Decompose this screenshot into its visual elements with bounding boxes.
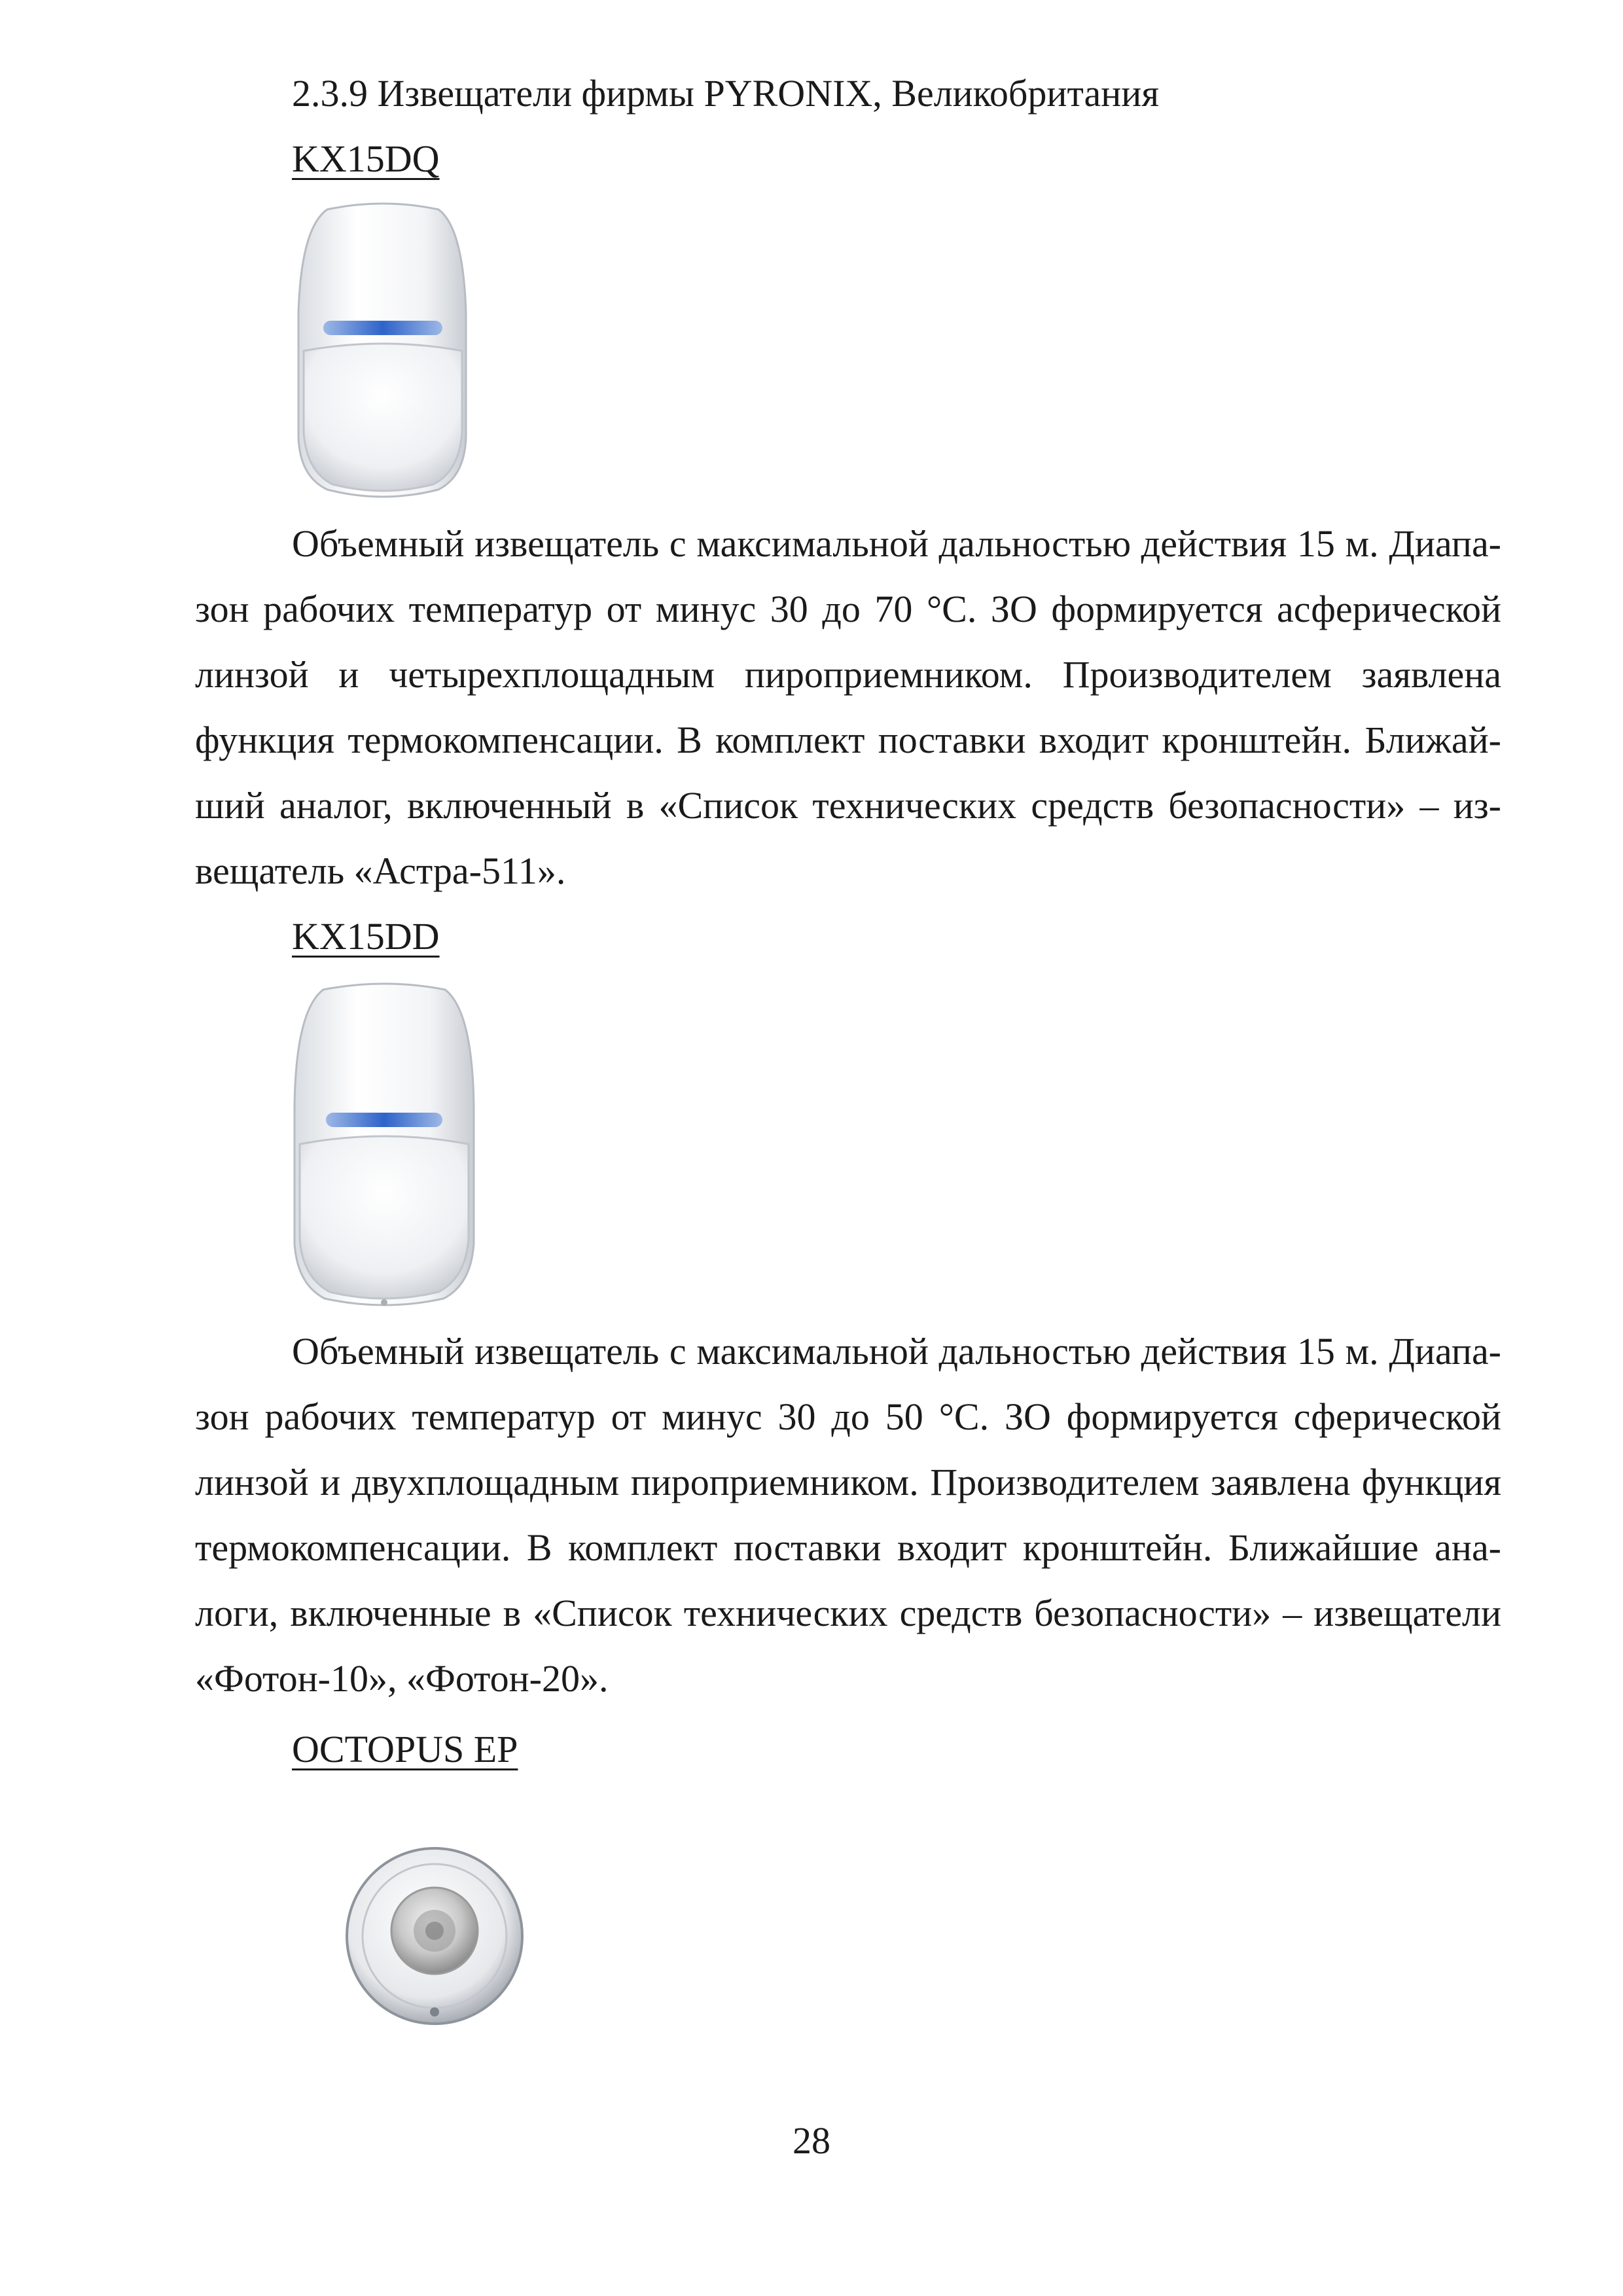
kx15dq-description-line-1: Объемный извещатель с максимальной дальностью действия 15 м. Диапа- bbox=[292, 522, 1501, 565]
kx15dq-description-line-3: линзой и четырехплощадным пироприемником. Производителем заявлена bbox=[195, 653, 1501, 696]
kx15dq-description-line-2: зон рабочих температур от минус 30 до 70 °С. ЗО формируется асферической bbox=[195, 588, 1501, 630]
section-heading: 2.3.9 Извещатели фирмы PYRONIX, Великобритания bbox=[292, 72, 1160, 115]
kx15dq-detector-image bbox=[288, 202, 478, 499]
kx15dd-description-line-4: термокомпенсации. В комплект поставки входит кронштейн. Ближайшие ана- bbox=[195, 1526, 1501, 1569]
kx15dq-description-line-5: ший аналог, включенный в «Список технических средств безопасности» – из- bbox=[195, 784, 1501, 827]
model-title-octopus-ep: OCTOPUS EP bbox=[292, 1728, 518, 1770]
kx15dq-description-line-4: функция термокомпенсации. В комплект поставки входит кронштейн. Ближай- bbox=[195, 719, 1501, 761]
kx15dd-description-line-1: Объемный извещатель с максимальной дальностью действия 15 м. Диапа- bbox=[292, 1330, 1501, 1372]
kx15dd-description-line-2: зон рабочих температур от минус 30 до 50 °С. ЗО формируется сферической bbox=[195, 1395, 1501, 1438]
kx15dq-description-line-6: вещатель «Астра-511». bbox=[195, 850, 566, 892]
model-title-kx15dd: KX15DD bbox=[292, 915, 440, 958]
kx15dd-description-line-6: «Фотон-10», «Фотон-20». bbox=[195, 1657, 609, 1700]
kx15dd-description-line-5: логи, включенные в «Список технических средств безопасности» – извещатели bbox=[195, 1592, 1501, 1634]
kx15dd-description-line-3: линзой и двухплощадным пироприемником. Производителем заявлена функция bbox=[195, 1461, 1501, 1503]
model-title-kx15dq: KX15DQ bbox=[292, 137, 440, 180]
octopus-ep-detector-image bbox=[343, 1844, 526, 2028]
page-number: 28 bbox=[793, 2119, 830, 2162]
kx15dd-detector-image bbox=[283, 982, 486, 1309]
